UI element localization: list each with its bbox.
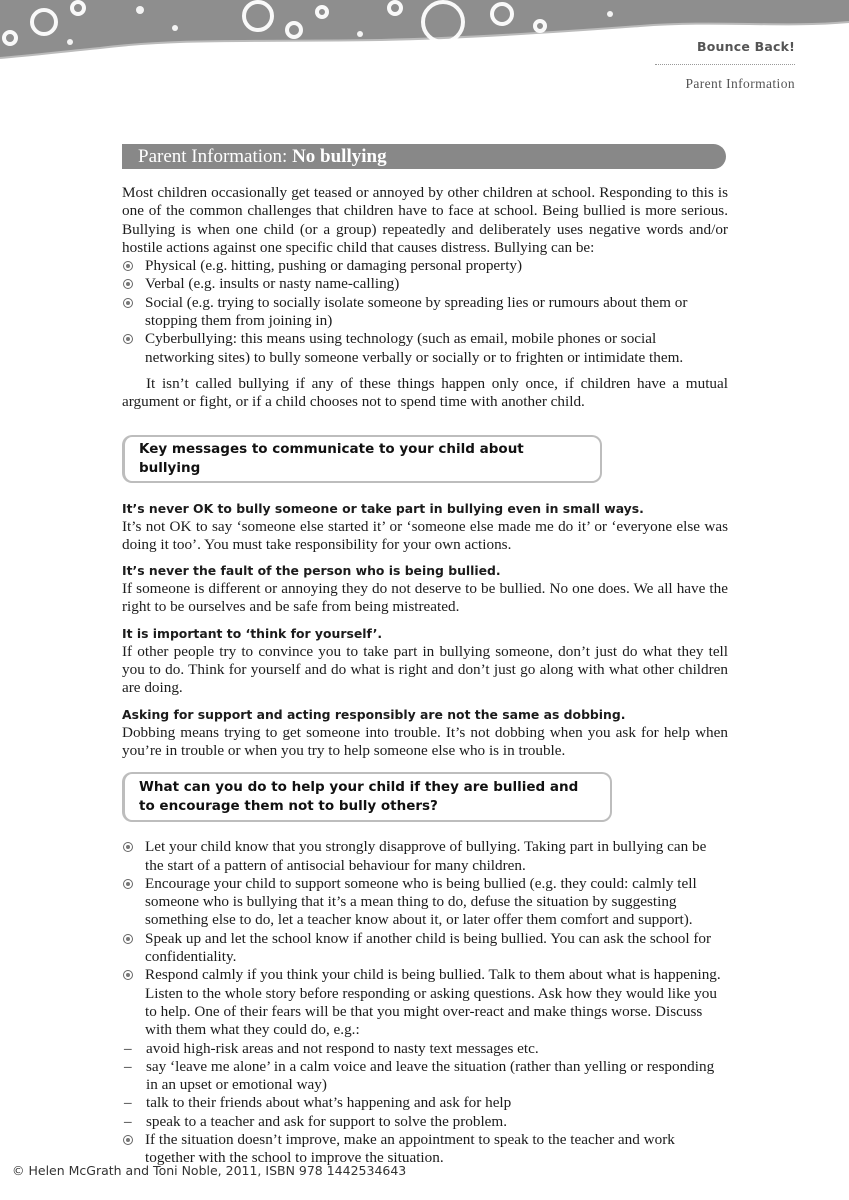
help-heading: What can you do to help your child if they are bullied and to encourage them not to bully others? [122,772,612,822]
sub-list-item [122,1094,728,1112]
sub-list-item [122,1058,728,1095]
sub-list-item-text: talk to their friends about what’s happening and ask for help [146,1094,512,1112]
list-item-text: Speak up and let the school know if another child is being bullied. You can ask the school for confidentiality. [145,929,712,966]
bullet-icon [123,334,133,344]
list-item [122,838,728,875]
key-message-heading: Asking for support and acting responsibly are not the same as dobbing. [122,706,626,722]
sub-list-item-text: avoid high-risk areas and not respond to nasty text messages etc. [146,1039,539,1057]
list-item-text: Physical (e.g. hitting, pushing or damaging personal property) [145,257,523,275]
key-message [122,500,728,555]
list-item [122,966,728,1039]
key-message [122,706,728,761]
intro-note: It isn’t called bullying if any of these things happen only once, if children have a mutual argument or fight, or if a child chooses not to spend time with another child. [122,374,728,411]
title-prefix: Parent Information: [138,146,293,167]
dash-marker: – [124,1094,132,1112]
list-item [122,930,728,967]
list-item-text: Let your child know that you strongly disapprove of bullying. Taking part in bullying can be the start of a pattern of antisocial behaviour for many children. [145,838,707,874]
header-divider [655,64,795,65]
key-message-heading: It’s never the fault of the person who is being bullied. [122,563,501,579]
intro-paragraph: Most children occasionally get teased or annoyed by other children at school. Responding to this is one of the common challenges that children have to face at school. Being bullied is more serious. Bullying is when one child (or a group) repeatedly and deliberately uses negative words and/or hostile actions against one specific child that causes distress. Bullying can be: [122,184,728,256]
title-topic: No bullying [292,146,387,167]
key-message-body: If someone is different or annoying they do not deserve to be bullied. No one does. We all have the right to be ourselves and be safe from being mistreated. [122,580,728,616]
key-message [122,625,728,698]
key-messages-heading: Key messages to communicate to your child about bullying [122,435,602,483]
sub-list-item [122,1040,728,1058]
list-item [122,330,728,367]
key-message-heading: It’s never OK to bully someone or take part in bullying even in small ways. [122,500,644,516]
main-content [122,184,728,1168]
bullet-icon [123,279,133,289]
list-item-text: Social (e.g. trying to socially isolate someone by spreading lies or rumours about them or stopping them from joining in) [145,293,688,330]
help-list [122,838,728,1039]
brand-label: Bounce Back! [697,39,795,54]
help-sub-list [122,1040,728,1131]
list-item [122,257,728,275]
bullet-icon [123,934,133,944]
bullet-icon [123,879,133,889]
list-item-text: If the situation doesn’t improve, make an appointment to speak to the teacher and work together with the school to improve the situation. [145,1130,675,1167]
key-message-body: If other people try to convince you to take part in bullying someone, don’t just do what they tell you to do. Think for yourself and do what is right and don’t just go along with what other children are doing. [122,642,728,697]
key-message-body: It’s not OK to say ‘someone else started it’ or ‘someone else made me do it’ or ‘everyone else was doing it too’. You must take responsibility for your own actions. [122,517,728,553]
dash-marker: – [124,1039,132,1057]
bullet-icon [123,261,133,271]
bullying-types-list [122,257,728,367]
section-label: Parent Information [685,76,795,91]
sub-list-item-text: speak to a teacher and ask for support to solve the problem. [146,1112,508,1130]
list-item-text: Respond calmly if you think your child is being bullied. Talk to them about what is happening. Listen to the whole story before responding or asking questions. Ask how they would like you to help. One of their fears will be that you might over-react and make things worse. Discuss with them what they could do, e.g.: [145,966,721,1039]
key-message-body: Dobbing means trying to get someone into trouble. It’s not dobbing when you ask for help when you’re in trouble or when you try to help someone else who is in trouble. [122,723,728,759]
list-item-text: Encourage your child to support someone who is being bullied (e.g. they could: calmly tell someone who is bullying that it’s a mean thing to do, defuse the situation by suggesting something else to do, let a teacher know about it, or later offer them comfort and support). [145,874,697,929]
dash-marker: – [124,1112,132,1130]
copyright-footer: © Helen McGrath and Toni Noble, 2011, ISBN 978 1442534643 [12,1163,407,1178]
bullet-icon [123,298,133,308]
header-banner [0,0,849,70]
bullet-icon [123,1135,133,1145]
sub-list-item [122,1113,728,1131]
list-item-text: Cyberbullying: this means using technology (such as email, mobile phones or social networking sites) to bully someone verbally or socially or to frighten or intimidate them. [145,330,684,366]
list-item [122,294,728,331]
sub-list-item-text: say ‘leave me alone’ in a calm voice and leave the situation (rather than yelling or responding in an upset or emotional way) [146,1057,715,1094]
dash-marker: – [124,1057,132,1075]
page-title [122,144,726,169]
key-message-heading: It is important to ‘think for yourself’. [122,625,383,641]
list-item [122,875,728,930]
bullet-icon [123,842,133,852]
key-message [122,562,728,617]
list-item-text: Verbal (e.g. insults or nasty name-calling) [145,275,400,293]
list-item [122,275,728,293]
bullet-icon [123,970,133,980]
